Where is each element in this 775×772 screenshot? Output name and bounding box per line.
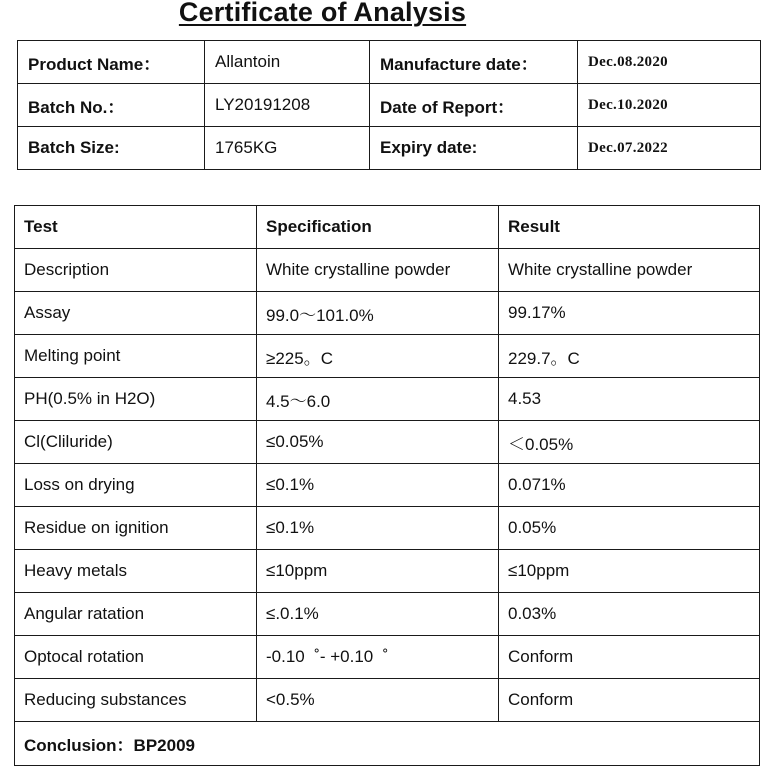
test-cell: Melting point [15,335,257,378]
table-row [15,679,760,722]
test-cell: Residue on ignition [15,507,257,550]
specification-cell: ≤0.1% [257,507,499,550]
table-row [15,421,760,464]
conclusion-text: Conclusion：BP2009 [15,722,760,766]
result-cell: 4.53 [499,378,760,421]
batch-size-value: 1765KG [205,127,370,170]
product-name-value: Allantoin [205,41,370,84]
analysis-header-row [15,206,760,249]
result-cell: 99.17% [499,292,760,335]
result-cell: Conform [499,679,760,722]
test-cell: Optocal rotation [15,636,257,679]
test-cell: Cl(Cliluride) [15,421,257,464]
date-of-report-value: Dec.10.2020 [578,84,761,127]
result-cell: 0.05% [499,507,760,550]
product-info-row [18,84,761,127]
result-cell: Conform [499,636,760,679]
specification-cell: ≤10ppm [257,550,499,593]
result-cell: White crystalline powder [499,249,760,292]
specification-cell: ≤.0.1% [257,593,499,636]
result-cell: 229.7。C [499,335,760,378]
table-row [15,550,760,593]
table-row [15,464,760,507]
specification-cell: ≥225。C [257,335,499,378]
table-row [15,593,760,636]
product-info-row [18,41,761,84]
specification-cell: 4.5～6.0 [257,378,499,421]
specification-cell: 99.0～101.0% [257,292,499,335]
column-header-specification: Specification [257,206,499,249]
result-cell: 0.03% [499,593,760,636]
specification-cell: ≤0.1% [257,464,499,507]
conclusion-row [15,722,760,766]
test-cell: PH(0.5% in H2O) [15,378,257,421]
specification-cell: <0.5% [257,679,499,722]
manufacture-date-label: Manufacture date： [370,41,578,84]
column-header-test: Test [15,206,257,249]
batch-no-value: LY20191208 [205,84,370,127]
analysis-table [14,205,760,766]
test-cell: Loss on drying [15,464,257,507]
test-cell: Description [15,249,257,292]
test-cell: Heavy metals [15,550,257,593]
result-cell: ≤10ppm [499,550,760,593]
product-name-label: Product Name： [18,41,205,84]
column-header-result: Result [499,206,760,249]
table-row [15,335,760,378]
table-row [15,636,760,679]
test-cell: Assay [15,292,257,335]
result-cell: ＜0.05% [499,421,760,464]
test-cell: Angular ratation [15,593,257,636]
table-row [15,378,760,421]
expiry-date-label: Expiry date: [370,127,578,170]
batch-no-label: Batch No.： [18,84,205,127]
product-info-table [17,40,761,170]
expiry-date-value: Dec.07.2022 [578,127,761,170]
date-of-report-label: Date of Report： [370,84,578,127]
batch-size-label: Batch Size: [18,127,205,170]
test-cell: Reducing substances [15,679,257,722]
table-row [15,249,760,292]
result-cell: 0.071% [499,464,760,507]
table-row [15,507,760,550]
table-row [15,292,760,335]
specification-cell: ≤0.05% [257,421,499,464]
specification-cell: -0.10 ˚- +0.10 ˚ [257,636,499,679]
document-title: Certificate of Analysis [178,0,467,27]
specification-cell: White crystalline powder [257,249,499,292]
manufacture-date-value: Dec.08.2020 [578,41,761,84]
product-info-row [18,127,761,170]
